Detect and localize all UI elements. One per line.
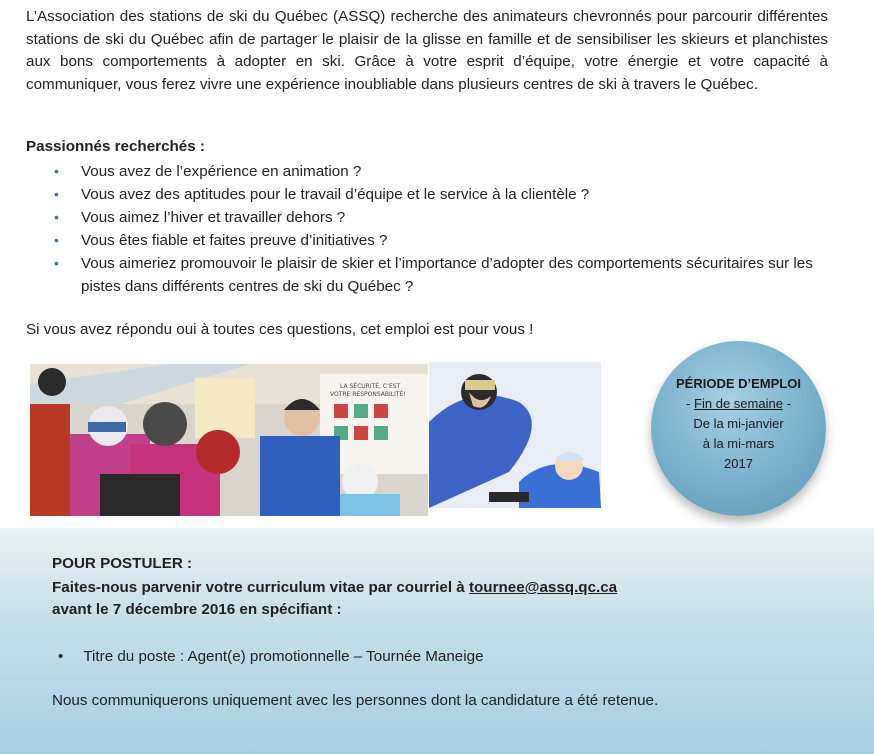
intro-paragraph: L’Association des stations de ski du Québec (ASSQ) recherche des animateurs chevronnés pour parcourir différentes stations de ski du Québec afin de partager le plaisir de la glisse en famille et de sensibiliser les skieurs et planchistes aux bons comportements à adopter en ski. Grâce à votre esprit d’équipe, votre énergie et votre capacité à communiquer, vous ferez vivre une expérience inoubliable dans plusieurs centres de ski à travers le Québec.: [26, 8, 828, 93]
apply-title: POUR POSTULER :: [52, 555, 193, 572]
email-link[interactable]: tournee@assq.qc.ca: [468, 579, 618, 596]
list-item: • Vous aimeriez promouvoir le plaisir de skier et l’importance d’adopter des comportements sécuritaires sur les pistes dans différents centres de ski du Québec ?: [54, 252, 854, 298]
bullet-icon: •: [54, 255, 59, 271]
period-end: à la mi-mars: [702, 436, 775, 451]
requirements-list: [54, 160, 854, 298]
bullet-icon: •: [54, 163, 59, 179]
list-item: • Vous aimez l’hiver et travailler dehors ?: [54, 206, 854, 229]
list-item: • Vous avez de l’expérience en animation ?: [54, 160, 854, 183]
closing-sentence: Si vous avez répondu oui à toutes ces questions, cet emploi est pour vous !: [26, 321, 534, 338]
sign-text-1: LA SÉCURITÉ, C’EST: [340, 383, 401, 390]
apply-deadline: avant le 7 décembre 2016 en spécifiant :: [52, 601, 342, 618]
list-item: • Vous avez des aptitudes pour le travail d’équipe et le service à la clientèle ?: [54, 183, 854, 206]
list-item: • Titre du poste : Agent(e) promotionnelle – Tournée Maneige: [58, 648, 484, 665]
bullet-icon: •: [54, 209, 59, 225]
snow-photo: [429, 362, 601, 508]
sign-text-2: VOTRE RESPONSABILITÉ!: [330, 391, 406, 398]
period-title: PÉRIODE D’EMPLOI: [676, 376, 801, 391]
apply-footer: Nous communiquerons uniquement avec les personnes dont la candidature a été retenue.: [52, 692, 659, 709]
period-start: De la mi-janvier: [693, 416, 784, 431]
period-year: 2017: [724, 456, 753, 471]
bullet-icon: •: [54, 232, 59, 248]
period-weekend: - Fin de semaine -: [686, 396, 791, 411]
apply-section: [0, 528, 874, 754]
bullet-icon: •: [54, 186, 59, 202]
employment-period-badge: [651, 341, 826, 516]
list-item: • Vous êtes fiable et faites preuve d’initiatives ?: [54, 229, 854, 252]
apply-instruction: Faites-nous parvenir votre curriculum vitae par courriel à tournee@assq.qc.ca: [52, 579, 618, 596]
section-heading: Passionnés recherchés :: [26, 138, 205, 155]
bullet-icon: •: [58, 648, 64, 665]
booth-photo: [30, 364, 428, 516]
